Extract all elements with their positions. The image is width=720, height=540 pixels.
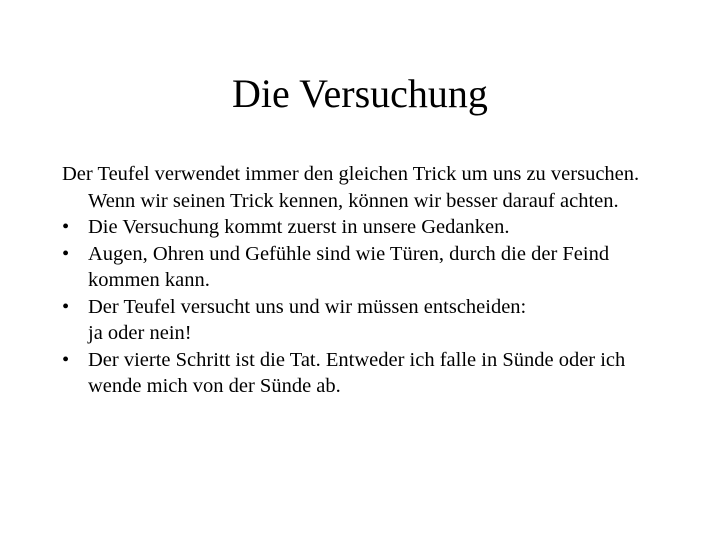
bullet-item (62, 214, 662, 241)
bullet-item (62, 347, 662, 400)
bullet-text: Augen, Ohren und Gefühle sind wie Türen, durch die der Feind kommen kann. (88, 242, 610, 291)
bullet-text: Der Teufel versucht uns und wir müssen entscheiden: (88, 295, 527, 318)
bullet-icon: • (62, 216, 70, 238)
slide-title: Die Versuchung (232, 71, 488, 116)
bullet-item (62, 294, 662, 347)
bullet-list (62, 214, 662, 400)
bullet-text-continuation: ja oder nein! (88, 322, 192, 344)
bullet-icon: • (62, 242, 70, 265)
slide-body (62, 161, 662, 400)
intro-paragraph: Der Teufel verwendet immer den gleichen Trick um uns zu versuchen. Wenn wir seinen Trick kennen, können wir besser darauf achten. (62, 163, 640, 212)
bullet-text: Der vierte Schritt ist die Tat. Entweder ich falle in Sünde oder ich wende mich von der Sünde ab. (88, 348, 626, 397)
bullet-icon: • (62, 348, 70, 371)
bullet-item (62, 241, 662, 294)
bullet-text: Die Versuchung kommt zuerst in unsere Gedanken. (88, 216, 510, 238)
bullet-icon: • (62, 295, 70, 318)
